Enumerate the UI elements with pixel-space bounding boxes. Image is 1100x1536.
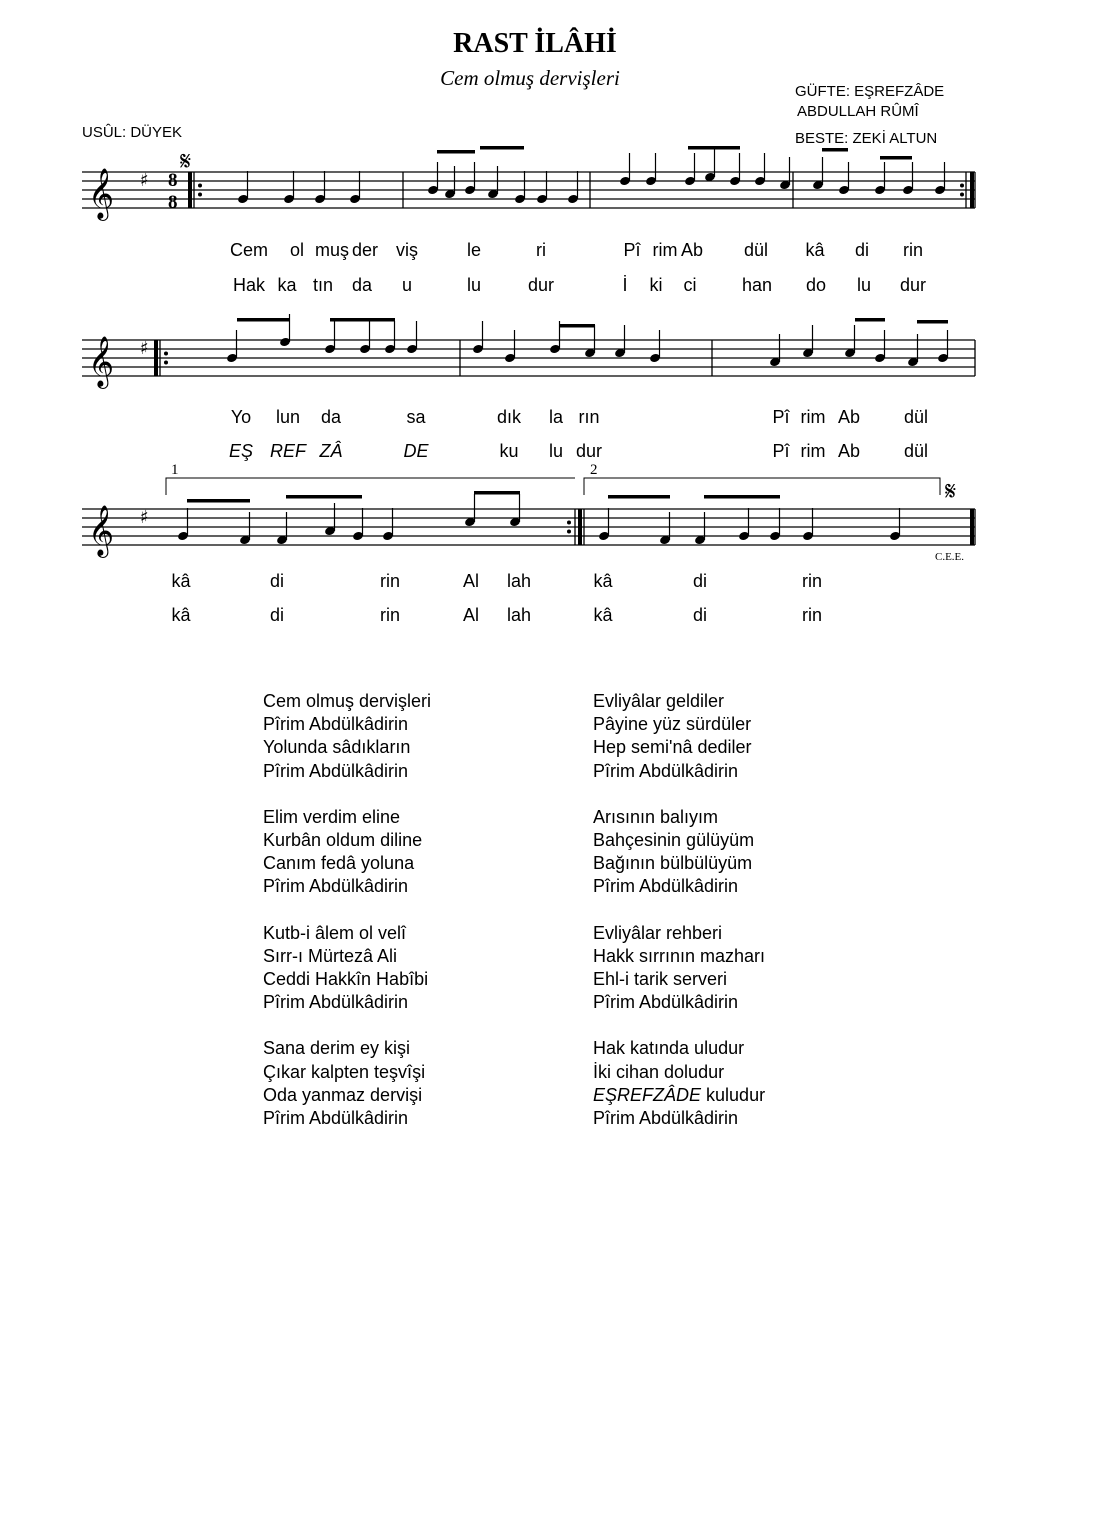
repeat-dot (164, 361, 168, 365)
lyric-syllable: di (269, 571, 285, 591)
poem-stanza (593, 806, 765, 899)
lyric-syllable: lun (275, 407, 301, 427)
beam (704, 495, 780, 499)
beam (855, 318, 885, 322)
poem-line: Cem olmuş dervişleri (263, 691, 432, 711)
lyric-syllable: rin (379, 571, 401, 591)
poem-line: Canım fedâ yoluna (263, 853, 415, 874)
poem-stanza (263, 922, 431, 1015)
lyric-syllable: ki (649, 275, 663, 295)
lyric-syllable: lah (506, 571, 532, 591)
beam (917, 320, 948, 324)
usul-label: USÛL: DÜYEK (82, 124, 183, 141)
beam (560, 324, 595, 328)
time-signature-bottom: 8 (168, 192, 178, 213)
lyric-syllable: di (692, 605, 708, 625)
lyric-syllable: di (692, 571, 708, 591)
poem-line: Pîrim Abdülkâdirin (593, 1108, 739, 1129)
volta-2-bracket (584, 478, 940, 495)
poem-line: Oda yanmaz dervişi (263, 1084, 423, 1105)
poem-stanza (593, 690, 765, 783)
lyric-syllable: EŞ (228, 441, 254, 461)
lyric-syllable: Al (462, 605, 480, 625)
lyric-syllable: la (548, 407, 564, 427)
lyric-syllable: di (854, 240, 870, 260)
thick-barline (188, 172, 192, 208)
lyric-syllable: dur (527, 275, 555, 295)
volta-2-label: 2 (590, 462, 598, 478)
poem-line: Sana derim ey kişi (263, 1038, 411, 1059)
poem-line-emphasis: EŞREFZÂDE (593, 1084, 702, 1105)
poem-line: Hak katında uludur (593, 1038, 745, 1059)
poem-line: Pîrim Abdülkâdirin (263, 760, 409, 781)
treble-clef-icon: 𝄞 (88, 168, 115, 219)
lyric-syllable: Al (462, 571, 480, 591)
lyric-syllable: Yo (230, 407, 252, 427)
page-title: RAST İLÂHİ (453, 28, 617, 59)
repeat-dot (198, 193, 202, 197)
repeat-dot (198, 184, 202, 188)
lyric-syllable: rin (902, 240, 924, 260)
lyric-syllable: kâ (593, 605, 613, 625)
lyric-syllable: rim (800, 407, 826, 427)
gufte-author-label: ABDULLAH RÛMÎ (797, 103, 919, 120)
beam (187, 499, 250, 503)
lyric-syllable: dur (899, 275, 927, 295)
lyric-syllable: ri (536, 240, 546, 260)
lyric-syllable: kâ (171, 571, 191, 591)
lyric-syllable: rin (379, 605, 401, 625)
poem-line: İki cihan doludur (593, 1061, 725, 1082)
lyric-syllable: Pî (772, 407, 790, 427)
poem-line: EŞREFZÂDE kuludur (593, 1084, 766, 1105)
thick-barline (154, 340, 158, 376)
volta-1-label: 1 (171, 462, 179, 478)
lyric-syllable: rin (801, 605, 823, 625)
poem-line: Ehl-i tarik serveri (593, 969, 728, 990)
staves (82, 172, 975, 545)
poem-line: Bahçesinin gülüyüm (593, 830, 755, 851)
beste-label: BESTE: ZEKİ ALTUN (795, 130, 938, 147)
poem-line: Çıkar kalpten teşvîşi (263, 1061, 426, 1082)
poem-stanza (263, 806, 431, 899)
poem-right-column (593, 690, 765, 1153)
lyric-syllable: lu (548, 441, 564, 461)
poem-line: Pîrim Abdülkâdirin (593, 876, 739, 897)
thick-barline (970, 509, 974, 545)
lyric-syllable: der (351, 240, 379, 260)
beam (688, 146, 740, 150)
lyric-syllable: Pî (772, 441, 790, 461)
repeat-dot (960, 184, 964, 188)
lyric-syllable: ku (499, 441, 519, 461)
lyric-syllable: di (269, 605, 285, 625)
lyric-syllable: rin (801, 571, 823, 591)
lyric-syllable: lu (856, 275, 872, 295)
poem-line: Kutb-i âlem ol velî (263, 922, 407, 943)
gufte-label: GÜFTE: EŞREFZÂDE (795, 83, 945, 100)
lyric-syllable: Pî (623, 240, 641, 260)
beam (480, 146, 524, 150)
lyric-syllable: Ab (837, 441, 861, 461)
lyric-syllable: rın (578, 407, 600, 427)
repeat-dot (960, 193, 964, 197)
poem-stanza (263, 690, 431, 783)
poem-line: Elim verdim eline (263, 806, 401, 827)
thick-barline (578, 509, 582, 545)
poem-line: Pîrim Abdülkâdirin (593, 760, 739, 781)
lyric-syllable: le (466, 240, 482, 260)
poem-left-column (263, 690, 431, 1153)
lyric-syllable: do (805, 275, 827, 295)
time-signature-top: 8 (168, 170, 178, 191)
beam (822, 148, 848, 152)
poem-line: Evliyâlar rehberi (593, 922, 723, 943)
lyric-syllable: u (401, 275, 413, 295)
poem-line: Sırr-ı Mürtezâ Ali (263, 945, 398, 966)
segno-icon: 𝄋 (180, 147, 192, 177)
poem-stanza (593, 1037, 765, 1130)
beam (474, 491, 520, 495)
lyric-syllable: lu (466, 275, 482, 295)
lyric-syllable: ci (683, 275, 697, 295)
poem-line: Pâyine yüz sürdüler (593, 714, 752, 735)
key-signature-sharp-icon: ♯ (140, 170, 149, 191)
treble-clef-icon: 𝄞 (88, 336, 115, 387)
lyric-syllable: viş (396, 240, 418, 260)
thick-barline (970, 172, 974, 208)
repeat-dot (164, 352, 168, 356)
poem-line: Pîrim Abdülkâdirin (593, 992, 739, 1013)
lyric-syllable: dur (575, 441, 603, 461)
lyric-syllable: Ab (837, 407, 861, 427)
lyric-syllable: dık (496, 407, 522, 427)
lyric-syllable: dül (743, 240, 769, 260)
segno-icon: 𝄋 (945, 477, 957, 507)
poem-line: Pîrim Abdülkâdirin (263, 876, 409, 897)
beam (330, 318, 395, 322)
lyric-syllable: da (351, 275, 373, 295)
repeat-dot (567, 530, 571, 534)
lyric-syllable: muş (314, 240, 350, 260)
poem-line: Bağının bülbülüyüm (593, 853, 753, 874)
poem-line: Hep semi'nâ dediler (593, 737, 752, 758)
lyric-syllable: Hak (232, 275, 266, 295)
lyric-syllable: dül (903, 407, 929, 427)
lyric-syllable: ka (277, 275, 297, 295)
poem-line: Arısının balıyım (593, 806, 719, 827)
lyric-syllable: ol (289, 240, 305, 260)
poem-line: Pîrim Abdülkâdirin (263, 992, 409, 1013)
lyric-syllable: DE (403, 441, 429, 461)
lyric-syllable: han (741, 275, 773, 295)
lyric-syllable: rim (652, 240, 678, 260)
poem-line: Yolunda sâdıkların (263, 737, 411, 758)
poem-line: Hakk sırrının mazharı (593, 945, 766, 966)
copyist-mark: C.E.E. (935, 551, 965, 563)
beam (437, 150, 475, 154)
lyric-syllable: sa (406, 407, 426, 427)
lyric-syllable: rim (800, 441, 826, 461)
repeat-dot (567, 521, 571, 525)
poem-line: Pîrim Abdülkâdirin (263, 714, 409, 735)
lyric-syllable: REF (270, 441, 306, 461)
beam (608, 495, 670, 499)
treble-clef-icon: 𝄞 (88, 505, 115, 556)
lyric-syllable: Cem (229, 240, 269, 260)
poem-line: Ceddi Hakkîn Habîbi (263, 969, 429, 990)
lyric-syllable: kâ (805, 240, 825, 260)
poem-line: Evliyâlar geldiler (593, 691, 725, 711)
lyric-syllable: lah (506, 605, 532, 625)
page-subtitle: Cem olmuş dervişleri (440, 66, 620, 90)
music-score (0, 0, 1100, 660)
lyric-syllable: da (320, 407, 342, 427)
poem-line: Pîrim Abdülkâdirin (263, 1108, 409, 1129)
poem-stanza (593, 922, 765, 1015)
poem-stanza (263, 1037, 431, 1130)
lyric-syllable: İ (622, 275, 628, 295)
lyric-syllable: dül (903, 441, 929, 461)
beam (286, 495, 362, 499)
lyric-syllable: kâ (171, 605, 191, 625)
key-signature-sharp-icon: ♯ (140, 338, 149, 359)
beam (237, 318, 290, 322)
lyric-syllable: kâ (593, 571, 613, 591)
lyric-syllable: Ab (680, 240, 704, 260)
lyric-syllable: tın (312, 275, 334, 295)
lyric-syllable: ZÂ (319, 441, 343, 461)
beam (880, 156, 912, 160)
poem-line: Kurbân oldum diline (263, 830, 423, 851)
key-signature-sharp-icon: ♯ (140, 507, 149, 528)
